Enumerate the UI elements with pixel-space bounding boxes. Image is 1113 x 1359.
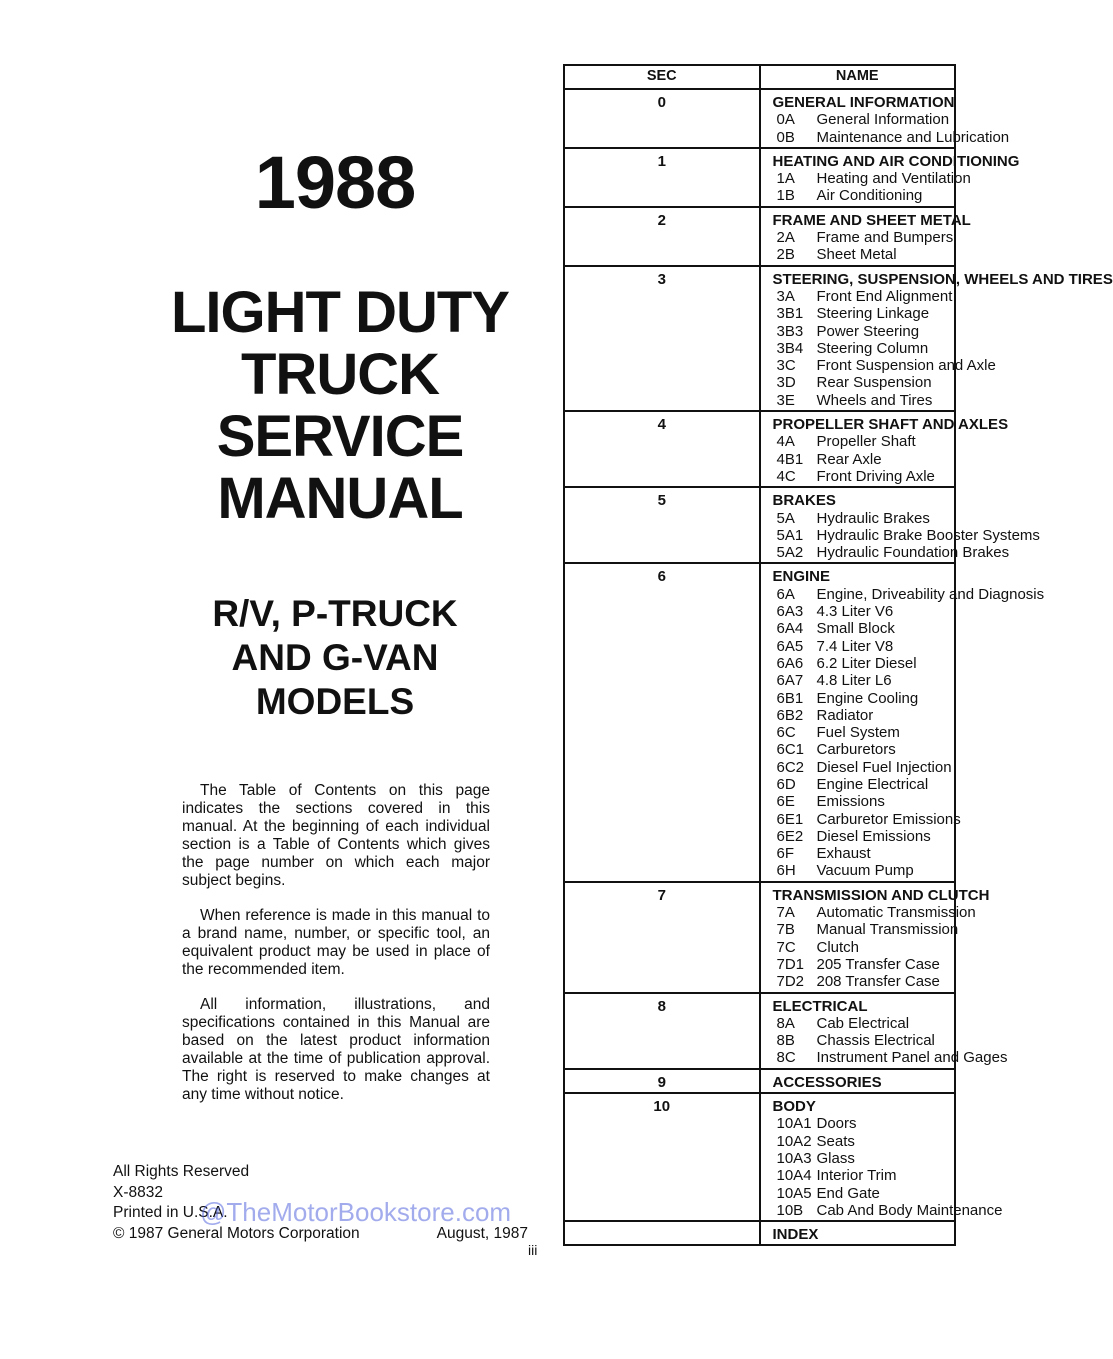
title-line: LIGHT DUTY [171,280,509,345]
subsection-code: 8C [776,1049,796,1067]
subsection-label: Hydraulic Brake Booster Systems [816,526,1040,544]
subsection-code: 1A [776,170,795,188]
subsection-label: Cab Electrical [816,1014,910,1032]
intro-text [182,782,490,1121]
subsection-item [773,638,953,655]
section-title: INDEX [772,1226,819,1244]
subsection-code: 2B [776,246,795,264]
subsection-code: 5A [776,509,795,527]
title-line: MANUAL [217,466,463,531]
subsection-code: 10A3 [776,1149,812,1167]
intro-paragraph: When reference is made in this manual to a brand name, number, or specific tool, an equivalent product may be used in place of the recommended item. [182,907,490,978]
subsection-item [773,1150,953,1167]
subsection-label: Steering Column [816,339,929,357]
section-number: 6 [564,563,760,881]
subsection-code: 8A [776,1014,795,1032]
subsection-code: 6E1 [776,810,804,828]
subsection-item [773,374,953,391]
manual-title [140,282,540,530]
subsection-item [773,323,953,340]
subsection-label: Engine, Driveability and Diagnosis [816,585,1045,603]
subsection-label: 208 Transfer Case [816,973,940,991]
subsection-label: Small Block [816,620,895,638]
subsection-label: Doors [816,1115,857,1133]
subsection-label: Rear Axle [816,450,882,468]
section-title: GENERAL INFORMATION [772,94,955,111]
subtitle-line: MODELS [255,681,415,722]
subsection-code: 3D [776,374,796,392]
subsection-label: Hydraulic Brakes [816,509,930,527]
section-title: ACCESSORIES [772,1073,882,1091]
subsection-label: Manual Transmission [816,921,959,939]
subsection-code: 8B [776,1032,795,1050]
subsection-item [773,973,953,990]
subsection-item [773,1115,953,1132]
subsection-code: 0B [776,128,795,146]
subsection-code: 6B2 [776,706,804,724]
subsection-code: 6A6 [776,654,804,672]
subsection-code: 6A5 [776,637,804,655]
subsection-code: 7C [776,938,796,956]
toc-section-row [564,411,955,487]
section-title: STEERING, SUSPENSION, WHEELS AND TIRES [772,270,1113,288]
subsection-code: 3B3 [776,322,804,340]
subsection-label: Steering Linkage [816,305,930,323]
subsection-code: 6H [776,862,796,880]
subsection-item [773,776,953,793]
subsection-item [773,707,953,724]
section-contents [760,266,1113,411]
subsection-label: 7.4 Liter V8 [816,637,894,655]
page-number: iii [528,1242,538,1258]
subsection-item [773,1015,953,1032]
toc-header-row [564,65,955,89]
subsection-label: Carburetors [816,741,896,759]
subsection-label: Front End Alignment [816,287,953,305]
subsection-label: General Information [816,111,950,129]
section-contents [760,207,971,266]
toc-section-row [564,487,955,563]
toc-section-row [564,89,955,148]
section-contents [760,1221,956,1245]
subsection-code: 6A7 [776,672,804,690]
subsection-item [773,672,953,689]
toc-section-row [564,563,955,881]
subsection-code: 4C [776,467,796,485]
subsection-item [773,392,953,409]
subsection-item [773,585,1045,603]
rights-notice: All Rights Reserved [113,1163,250,1180]
subsection-label: 205 Transfer Case [816,955,940,973]
subsection-item [773,544,1010,562]
subtitle-line: AND G-VAN [231,637,439,678]
subsection-code: 7A [776,904,795,922]
subsection-item [773,921,959,939]
subsection-label: Front Suspension and Axle [816,357,996,375]
subsection-label: Cab And Body Maintenance [816,1201,1003,1219]
copyright-notice: © 1987 General Motors Corporation [113,1224,360,1242]
subsection-label: Diesel Fuel Injection [816,758,952,776]
title-line: TRUCK [241,342,439,407]
subsection-item [773,246,953,263]
subsection-code: 3A [776,287,795,305]
subsection-code: 2A [776,229,795,247]
subsection-item [773,128,1010,146]
section-number: 0 [564,89,760,148]
section-title: FRAME AND SHEET METAL [772,211,971,229]
section-number: 5 [564,487,760,563]
subsection-label: Seats [816,1132,855,1150]
name-column-header: NAME [760,65,956,89]
watermark: @TheMotorBookstore.com [200,1197,512,1227]
subsection-code: 6A [776,585,795,603]
subsection-code: 3B1 [776,305,804,323]
subsection-code: 6E [776,793,795,811]
subsection-label: Air Conditioning [816,187,923,205]
subsection-code: 4A [776,433,795,451]
subsection-label: Power Steering [816,322,920,340]
subsection-code: 6C2 [776,758,805,776]
subsection-label: Hydraulic Foundation Brakes [816,544,1010,562]
title-line: SERVICE [216,404,464,469]
toc-section-row [564,882,955,993]
publication-date: August, 1987 [436,1224,528,1242]
toc-section-row [564,993,955,1069]
subsection-label: Emissions [816,793,885,811]
subsection-label: Engine Cooling [816,689,919,707]
subsection-item [773,793,953,810]
section-title: ENGINE [772,568,831,586]
subsection-item [773,828,953,845]
subsection-item [773,111,953,128]
subsection-code: 6F [776,845,795,863]
toc-body [564,89,1113,1245]
section-contents [760,993,1008,1069]
subsection-label: Heating and Ventilation [816,170,971,188]
subsection-code: 7B [776,921,795,939]
subsection-item [773,845,953,862]
subsection-label: Propeller Shaft [816,433,916,451]
subsection-item [773,741,953,758]
subsection-code: 6A4 [776,620,804,638]
section-contents [760,411,1009,487]
toc-section-row [564,1221,955,1245]
subsection-item [773,170,971,188]
subsection-label: Clutch [816,938,860,956]
subsection-code: 1B [776,187,795,205]
subsection-code: 5A1 [776,526,804,544]
section-number: 2 [564,207,760,266]
subsection-item [773,620,953,637]
subsection-label: Chassis Electrical [816,1032,935,1050]
subsection-code: 3C [776,357,796,375]
subsection-item [773,305,953,322]
section-contents [760,487,1040,563]
subsection-code: 10A2 [776,1132,812,1150]
subsection-item [773,1032,953,1049]
subsection-item [773,939,953,956]
subsection-label: 4.3 Liter V6 [816,603,894,621]
subsection-item [773,433,953,450]
subsection-label: Interior Trim [816,1167,897,1185]
subsection-label: Automatic Transmission [816,904,976,922]
subsection-item [773,724,953,741]
subsection-code: 10A4 [776,1167,812,1185]
subsection-item [773,357,996,375]
subsection-item [773,759,953,776]
printed-in: Printed in U.S.A. [113,1204,228,1221]
subsection-item [773,1201,1003,1219]
subsection-item [773,904,976,922]
section-title: ELECTRICAL [772,997,868,1015]
subsection-label: Diesel Emissions [816,827,931,845]
subsection-label: Rear Suspension [816,374,932,392]
section-contents [760,882,990,993]
section-number: 8 [564,993,760,1069]
section-title: PROPELLER SHAFT AND AXLES [772,416,1009,434]
subsection-code: 4B1 [776,450,804,468]
section-title: HEATING AND AIR CONDITIONING [772,152,1020,170]
subsection-label: Instrument Panel and Gages [816,1049,1008,1067]
subsection-code: 0A [776,111,795,129]
section-contents [760,1069,956,1093]
subsection-label: Fuel System [816,724,900,742]
subsection-item [773,1185,953,1202]
subsection-item [773,1167,953,1184]
subsection-code: 6E2 [776,827,804,845]
section-contents [760,89,1010,148]
subsection-label: Sheet Metal [816,246,897,264]
subsection-label: 6.2 Liter Diesel [816,654,917,672]
subsection-item [773,229,953,246]
section-number: 10 [564,1093,760,1221]
subsection-item [773,187,953,204]
subsection-code: 10A1 [776,1115,812,1133]
subsection-code: 6C1 [776,741,805,759]
section-number: 7 [564,882,760,993]
toc-section-row [564,207,955,266]
subsection-item [773,526,1040,544]
section-title: TRANSMISSION AND CLUTCH [772,886,990,904]
subsection-label: Carburetor Emissions [816,810,961,828]
subsection-item [773,862,953,879]
subsection-label: 4.8 Liter L6 [816,672,892,690]
subsection-label: Maintenance and Lubrication [816,128,1010,146]
subsection-item [773,288,953,305]
subsection-label: Exhaust [816,845,871,863]
subsection-item [773,810,961,828]
toc-section-row [564,266,955,411]
section-contents [760,1093,1003,1221]
subsection-label: Radiator [816,706,874,724]
subsection-item [773,468,953,485]
subsection-code: 10A5 [776,1184,812,1202]
subsection-code: 3B4 [776,339,804,357]
subsection-code: 5A2 [776,544,804,562]
section-title: BODY [772,1098,816,1116]
subsection-item [773,690,953,707]
subsection-item [773,1049,1008,1067]
subsection-label: Front Driving Axle [816,467,935,485]
section-number: 4 [564,411,760,487]
subsection-label: Engine Electrical [816,775,929,793]
cover-year: 1988 [254,141,416,224]
subsection-item [773,1133,953,1150]
subsection-item [773,655,953,672]
subsection-code: 7D1 [776,955,805,973]
subsection-code: 6D [776,775,796,793]
subtitle-line: R/V, P-TRUCK [212,593,458,634]
subsection-code: 7D2 [776,973,805,991]
section-number: 1 [564,148,760,207]
intro-paragraph: The Table of Contents on this page indicates the sections covered in this manual. At the beginning of each individual section is a Table of Contents which gives the page number on which each major subject begins. [182,782,490,889]
toc-section-row [564,1069,955,1093]
sec-column-header: SEC [564,65,760,89]
subsection-item [773,510,953,527]
subsection-code: 10B [776,1201,804,1219]
section-contents [760,148,1020,207]
table-of-contents [563,64,1113,1246]
publication-code: X-8832 [113,1183,163,1201]
subsection-label: Vacuum Pump [816,862,914,880]
subsection-label: End Gate [816,1184,880,1202]
section-number: 3 [564,266,760,411]
subsection-item [773,340,953,357]
subsection-code: 6B1 [776,689,804,707]
subsection-label: Glass [816,1149,855,1167]
section-title: BRAKES [772,492,836,510]
section-contents [760,563,1045,881]
subsection-item [773,451,953,468]
subsection-item [773,603,953,620]
subsection-label: Frame and Bumpers [816,229,954,247]
section-number: 9 [564,1069,760,1093]
subsection-code: 3E [776,391,795,409]
toc-section-row [564,148,955,207]
subsection-code: 6A3 [776,603,804,621]
intro-paragraph: All information, illustrations, and specifications contained in this Manual are based on the latest product information available at the time of publication approval. The right is reserved to make changes at any time without notice. [182,996,490,1103]
models-subtitle [150,592,520,724]
subsection-item [773,956,953,973]
subsection-code: 6C [776,724,796,742]
section-number [564,1221,760,1245]
toc-section-row [564,1093,955,1221]
subsection-label: Wheels and Tires [816,391,933,409]
